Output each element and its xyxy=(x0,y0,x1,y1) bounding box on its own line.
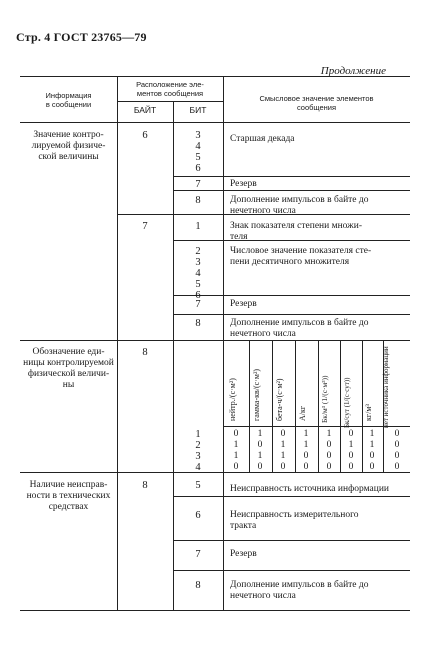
col-header-info: Информация в сообщении xyxy=(45,91,92,109)
unit-label-8: нет источника информации xyxy=(382,346,390,428)
matrix-cell: 1 xyxy=(326,429,332,439)
matrix-cell: 1 xyxy=(257,429,263,439)
sec1-bit8b: 8 xyxy=(195,318,201,329)
sec1-reserve2: Резерв xyxy=(230,299,257,309)
sec3-pulse: Дополнение импульсов в байте до нечетного числа xyxy=(230,580,369,601)
matrix-cell: 0 xyxy=(326,462,332,472)
sec1-byte7: 7 xyxy=(142,221,148,232)
matrix-cell: 1 xyxy=(369,429,375,439)
matrix-cell: 0 xyxy=(394,462,400,472)
unit-label-5: Бк/м³ (1/(с·м³)) xyxy=(320,375,329,423)
sec2-byte8: 8 xyxy=(142,347,148,358)
matrix-cell: 0 xyxy=(326,440,332,450)
unit-label-1: нейтр./(с·м²) xyxy=(228,378,237,421)
matrix-cell: 0 xyxy=(394,440,400,450)
matrix-cell: 0 xyxy=(326,451,332,461)
sec3-meas-fault: Неисправность измерительного тракта xyxy=(230,510,359,531)
unit-label-4: А/кг xyxy=(298,405,307,421)
unit-label-2: гамма-кв/(с·м²) xyxy=(252,368,261,421)
sec1-sign: Знак показателя степени множи- теля xyxy=(230,221,362,242)
matrix-cell: 1 xyxy=(233,440,239,450)
matrix-cell: 1 xyxy=(280,451,286,461)
matrix-cell: 0 xyxy=(233,429,239,439)
matrix-cell: 0 xyxy=(303,451,309,461)
sec3-src-fault: Неисправность источника информации xyxy=(230,484,389,494)
matrix-cell: 0 xyxy=(369,451,375,461)
sec1-numeric: Числовое значение показателя сте- пени десятичного множителя xyxy=(230,246,372,267)
page-header: Стр. 4 ГОСТ 23765—79 xyxy=(16,30,147,44)
matrix-cell: 0 xyxy=(394,451,400,461)
matrix-cell: 0 xyxy=(257,462,263,472)
sec3-info: Наличие неисправ- ности в технических средствах xyxy=(26,480,111,512)
matrix-cell: 1 xyxy=(303,440,309,450)
col-header-meaning: Смысловое значение элементов сообщения xyxy=(259,94,374,112)
matrix-cell: 0 xyxy=(348,451,354,461)
sec3-bit8: 8 xyxy=(195,580,201,591)
sec2-info: Обозначение еди- ницы контролируемой физической величи- ны xyxy=(23,347,114,390)
matrix-cell: 0 xyxy=(280,462,286,472)
sec3-byte8: 8 xyxy=(142,480,148,491)
col-header-bit: БИТ xyxy=(189,105,207,115)
sec3-bit6: 6 xyxy=(195,510,201,521)
sec1-byte6: 6 xyxy=(142,130,148,141)
unit-label-7: кг/м³ xyxy=(364,404,373,421)
unit-label-6: Бк/сут (1/(с·сут)) xyxy=(343,377,351,428)
matrix-cell: 1 xyxy=(233,451,239,461)
sec1-bit8: 8 xyxy=(195,195,201,206)
sec3-bit5: 5 xyxy=(195,480,201,491)
matrix-cell: 0 xyxy=(369,462,375,472)
sec1-reserve: Резерв xyxy=(230,179,257,189)
unit-label-3: бета-ч/(с·м²) xyxy=(275,378,284,421)
col-header-location: Расположение эле- ментов сообщения xyxy=(136,80,204,98)
sec1-bit7b: 7 xyxy=(195,299,201,310)
sec1-senior: Старшая декада xyxy=(230,134,295,144)
sec1-info: Значение контро- лируемой физиче- ской величины xyxy=(31,130,106,162)
sec1-bit7: 7 xyxy=(195,179,201,190)
col-header-byte: БАЙТ xyxy=(133,105,157,115)
sec1-bit1: 1 xyxy=(195,221,201,232)
matrix-cell: 1 xyxy=(257,451,263,461)
continuation-label: Продолжение xyxy=(320,65,386,77)
matrix-cell: 1 xyxy=(280,440,286,450)
matrix-cell: 0 xyxy=(394,429,400,439)
sec1-pulse: Дополнение импульсов в байте до нечетного числа xyxy=(230,195,369,216)
matrix-cell: 0 xyxy=(348,462,354,472)
matrix-cell: 1 xyxy=(303,429,309,439)
matrix-cell: 0 xyxy=(257,440,263,450)
matrix-cell: 1 xyxy=(369,440,375,450)
matrix-cell: 0 xyxy=(233,462,239,472)
sec1-bits-a: 3 4 5 6 xyxy=(195,130,201,174)
matrix-cell: 0 xyxy=(348,429,354,439)
matrix-cell: 0 xyxy=(303,462,309,472)
matrix-cell: 1 xyxy=(348,440,354,450)
sec1-bits-b: 2 3 4 5 6 xyxy=(195,246,201,301)
matrix-cell: 0 xyxy=(280,429,286,439)
sec2-bits: 1 2 3 4 xyxy=(195,429,201,473)
sec3-reserve: Резерв xyxy=(230,549,257,559)
sec3-bit7: 7 xyxy=(195,549,201,560)
sec1-pulse2: Дополнение импульсов в байте до нечетного числа xyxy=(230,318,369,339)
